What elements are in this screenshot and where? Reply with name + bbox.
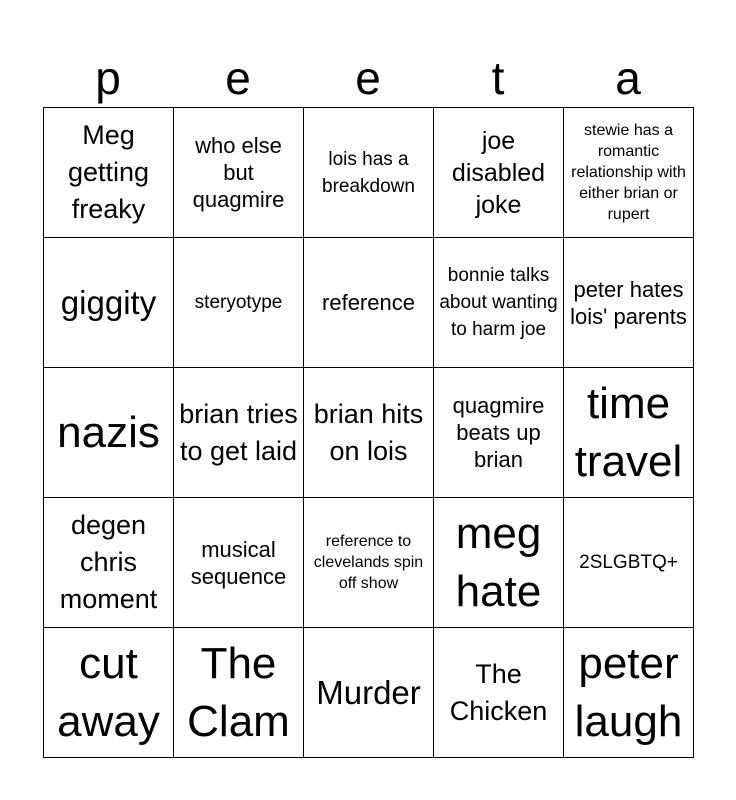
bingo-cell[interactable]: 2SLGBTQ+ — [564, 498, 694, 628]
board-row-4 — [44, 498, 694, 628]
bingo-cell[interactable]: brian tries to get laid — [174, 368, 304, 498]
bingo-cell[interactable]: The Chicken — [434, 628, 564, 758]
board-row-1 — [44, 108, 694, 238]
bingo-cell[interactable]: degen chris moment — [44, 498, 174, 628]
header-letter-5: a — [615, 52, 641, 104]
board-row-5 — [44, 628, 694, 758]
bingo-board — [43, 107, 694, 758]
bingo-cell[interactable]: joe disabled joke — [434, 108, 564, 238]
bingo-cell[interactable]: brian hits on lois — [304, 368, 434, 498]
bingo-cell[interactable]: quagmire beats up brian — [434, 368, 564, 498]
bingo-cell[interactable]: time travel — [564, 368, 694, 498]
header-letter-1: p — [95, 52, 121, 104]
bingo-cell[interactable]: reference to clevelands spin off show — [304, 498, 434, 628]
bingo-cell[interactable]: who else but quagmire — [174, 108, 304, 238]
bingo-cell[interactable]: peter hates lois' parents — [564, 238, 694, 368]
bingo-cell[interactable]: Murder — [304, 628, 434, 758]
bingo-cell[interactable]: meg hate — [434, 498, 564, 628]
bingo-cell[interactable]: steryotype — [174, 238, 304, 368]
header-letter-2: e — [225, 52, 251, 104]
bingo-cell[interactable]: peter laugh — [564, 628, 694, 758]
bingo-cell[interactable]: stewie has a romantic relationship with either brian or rupert — [564, 108, 694, 238]
bingo-cell[interactable]: cut away — [44, 628, 174, 758]
bingo-cell[interactable]: reference — [304, 238, 434, 368]
bingo-cell[interactable]: lois has a breakdown — [304, 108, 434, 238]
bingo-cell[interactable]: Meg getting freaky — [44, 108, 174, 238]
header-letter-4: t — [491, 52, 505, 104]
header-letter-3: e — [355, 52, 381, 104]
bingo-cell[interactable]: bonnie talks about wanting to harm joe — [434, 238, 564, 368]
board-row-3 — [44, 368, 694, 498]
bingo-header — [43, 52, 693, 107]
bingo-cell[interactable]: giggity — [44, 238, 174, 368]
bingo-cell[interactable]: The Clam — [174, 628, 304, 758]
board-row-2 — [44, 238, 694, 368]
bingo-cell[interactable]: nazis — [44, 368, 174, 498]
bingo-cell[interactable]: musical sequence — [174, 498, 304, 628]
